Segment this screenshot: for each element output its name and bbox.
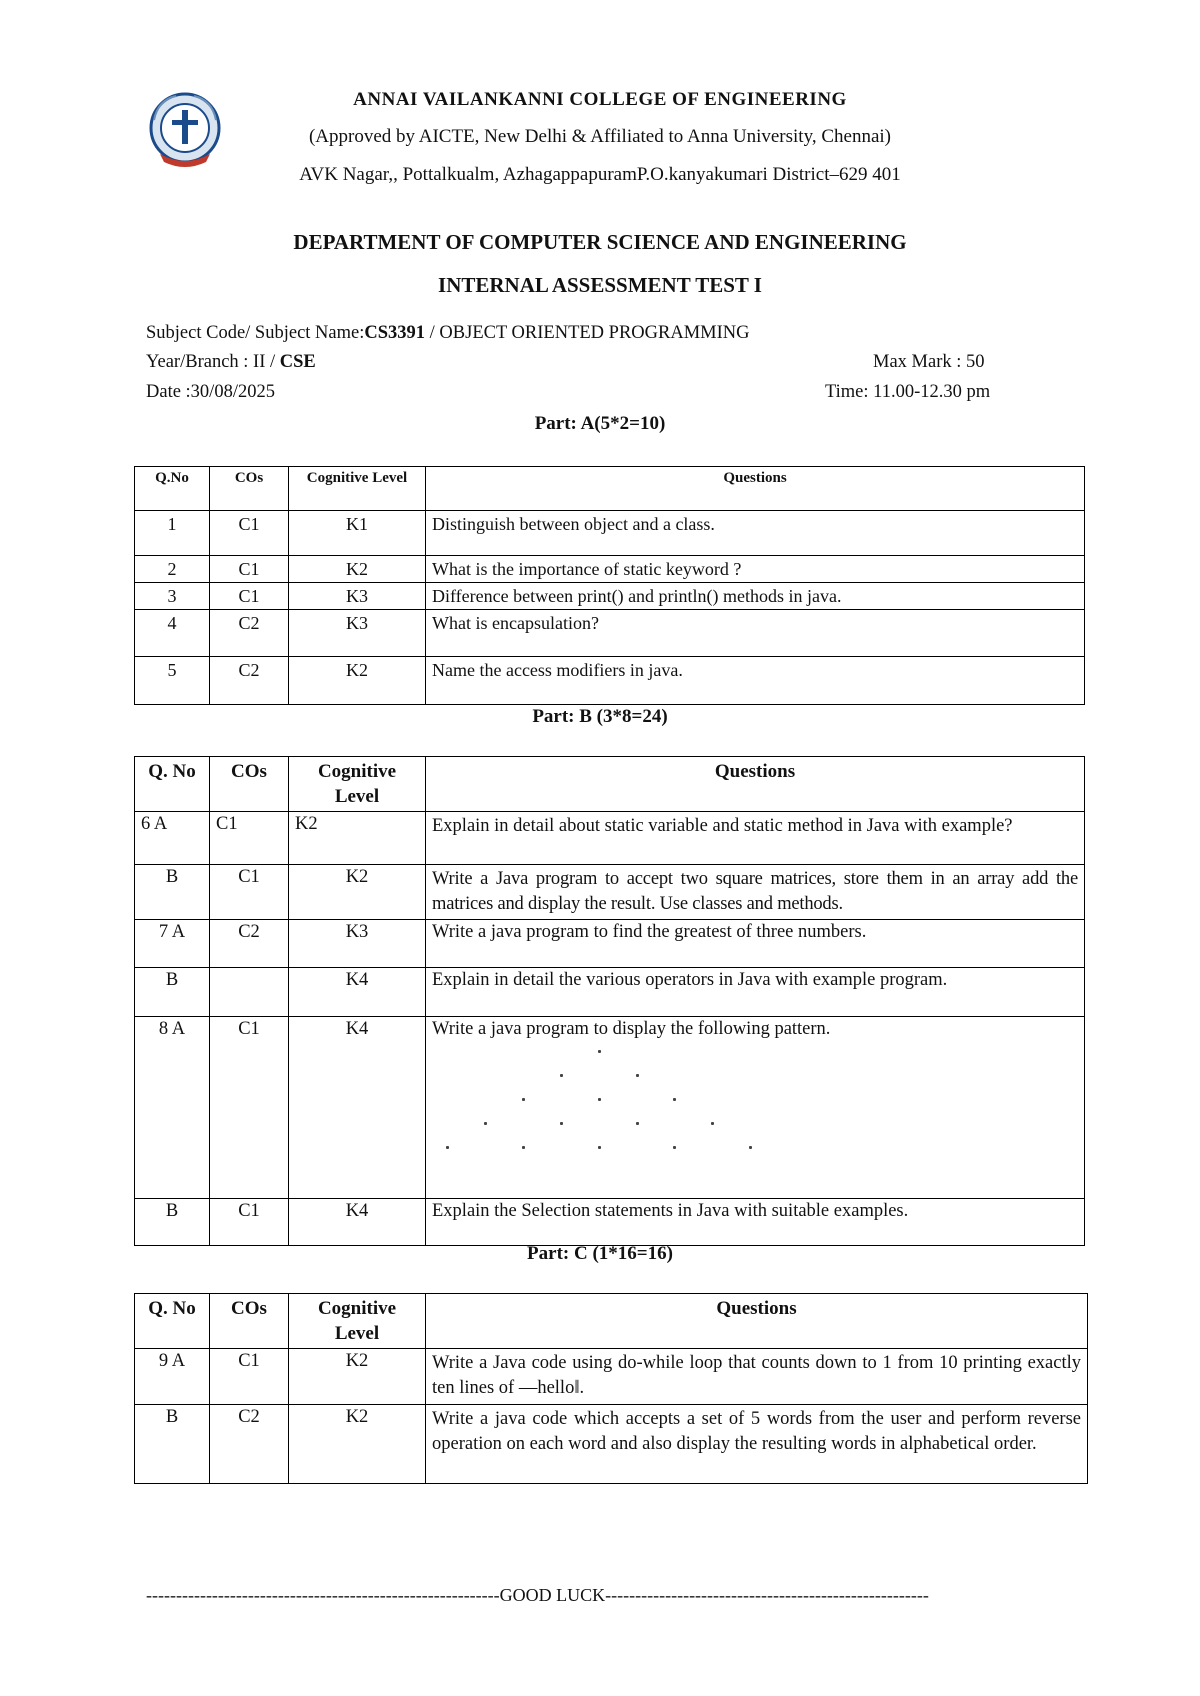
pattern-dot bbox=[673, 1098, 676, 1101]
header-qno: Q. No bbox=[135, 1294, 210, 1349]
course-outcome: C2 bbox=[210, 657, 289, 705]
part-a-title: Part: A(5*2=10) bbox=[534, 413, 666, 434]
course-outcome: C1 bbox=[210, 812, 289, 865]
question-number: B bbox=[135, 968, 210, 1017]
course-outcome: C1 bbox=[210, 865, 289, 920]
pattern-dot bbox=[711, 1122, 714, 1125]
question-number: 8 A bbox=[135, 1017, 210, 1199]
question-text: Name the access modifiers in java. bbox=[426, 657, 1085, 705]
question-text: Write a java program to display the following pattern. bbox=[432, 1019, 831, 1039]
table-row bbox=[135, 920, 1085, 968]
course-outcome: C1 bbox=[210, 511, 289, 556]
course-outcome: C2 bbox=[210, 610, 289, 657]
table-row bbox=[135, 657, 1085, 705]
header-questions: Questions bbox=[426, 467, 1085, 511]
cognitive-level: K3 bbox=[289, 920, 426, 968]
pattern-dot bbox=[598, 1146, 601, 1149]
cognitive-level: K3 bbox=[289, 610, 426, 657]
question-number: B bbox=[135, 1199, 210, 1246]
subject-name: / OBJECT ORIENTED PROGRAMMING bbox=[425, 323, 750, 343]
question-number: B bbox=[135, 865, 210, 920]
cognitive-level: K4 bbox=[289, 1199, 426, 1246]
header-questions: Questions bbox=[426, 757, 1085, 812]
max-mark: Max Mark : 50 bbox=[873, 352, 985, 372]
header-cos: COs bbox=[210, 467, 289, 511]
question-text: Write a Java program to accept two square matrices, store them in an array add the matrices and display the result. Use classes and methods. bbox=[426, 865, 1085, 920]
question-number: B bbox=[135, 1405, 210, 1484]
part-b-table bbox=[134, 756, 1085, 1246]
star-pattern bbox=[432, 1040, 1078, 1168]
question-number: 6 A bbox=[135, 812, 210, 865]
header-cos: COs bbox=[210, 1294, 289, 1349]
cognitive-level: K4 bbox=[289, 968, 426, 1017]
question-number: 5 bbox=[135, 657, 210, 705]
test-title: INTERNAL ASSESSMENT TEST I bbox=[438, 273, 762, 297]
pattern-dot bbox=[522, 1146, 525, 1149]
table-header-row bbox=[135, 757, 1085, 812]
table-row bbox=[135, 511, 1085, 556]
pattern-dot bbox=[598, 1098, 601, 1101]
college-approval: (Approved by AICTE, New Delhi & Affiliated to Anna University, Chennai) bbox=[308, 126, 892, 147]
table-row bbox=[135, 556, 1085, 583]
course-outcome: C1 bbox=[210, 556, 289, 583]
course-outcome: C1 bbox=[210, 1349, 289, 1405]
pattern-dot bbox=[560, 1074, 563, 1077]
department-title: DEPARTMENT OF COMPUTER SCIENCE AND ENGINEERING bbox=[293, 230, 907, 254]
course-outcome: C2 bbox=[210, 1405, 289, 1484]
subject-code: CS3391 bbox=[364, 323, 426, 343]
header-level: Cognitive Level bbox=[289, 1294, 426, 1349]
part-a-table bbox=[134, 466, 1085, 705]
question-text: What is encapsulation? bbox=[426, 610, 1085, 657]
subject-line bbox=[146, 323, 750, 344]
course-outcome: C1 bbox=[210, 1199, 289, 1246]
header-qno: Q.No bbox=[135, 467, 210, 511]
question-number: 2 bbox=[135, 556, 210, 583]
question-text: Difference between print() and println() methods in java. bbox=[426, 583, 1085, 610]
pattern-dot bbox=[673, 1146, 676, 1149]
question-text: Write a Java code using do-while loop that counts down to 1 from 10 printing exactly ten lines of ―hello‖. bbox=[426, 1349, 1088, 1405]
table-row bbox=[135, 610, 1085, 657]
header-qno: Q. No bbox=[135, 757, 210, 812]
question-text: Distinguish between object and a class. bbox=[426, 511, 1085, 556]
cognitive-level: K2 bbox=[289, 865, 426, 920]
pattern-dot bbox=[522, 1098, 525, 1101]
pattern-dot bbox=[636, 1122, 639, 1125]
subject-label: Subject Code/ Subject Name: bbox=[146, 323, 365, 343]
question-number: 1 bbox=[135, 511, 210, 556]
table-row bbox=[135, 1017, 1085, 1199]
table-header-row bbox=[135, 1294, 1088, 1349]
question-number: 4 bbox=[135, 610, 210, 657]
pattern-dot bbox=[598, 1050, 601, 1053]
header-level: Cognitive Level bbox=[289, 757, 426, 812]
question-cell bbox=[426, 1017, 1085, 1199]
cognitive-level: K3 bbox=[289, 583, 426, 610]
exam-time: Time: 11.00-12.30 pm bbox=[825, 382, 991, 402]
table-row bbox=[135, 1199, 1085, 1246]
cognitive-level: K1 bbox=[289, 511, 426, 556]
pattern-dot bbox=[560, 1122, 563, 1125]
question-number: 7 A bbox=[135, 920, 210, 968]
question-text: Write a java code which accepts a set of 5 words from the user and perform reverse operation on each word and also display the resulting words in alphabetical order. bbox=[426, 1405, 1088, 1484]
table-row bbox=[135, 968, 1085, 1017]
cognitive-level: K2 bbox=[289, 556, 426, 583]
exam-date: Date :30/08/2025 bbox=[146, 382, 275, 402]
pattern-dot bbox=[636, 1074, 639, 1077]
course-outcome: C1 bbox=[210, 1017, 289, 1199]
part-b-title: Part: B (3*8=24) bbox=[532, 706, 668, 727]
branch-line bbox=[146, 352, 316, 373]
question-number: 3 bbox=[135, 583, 210, 610]
cognitive-level: K2 bbox=[289, 1349, 426, 1405]
header-cos: COs bbox=[210, 757, 289, 812]
cognitive-level: K2 bbox=[289, 657, 426, 705]
course-outcome bbox=[210, 968, 289, 1017]
question-text: Explain in detail about static variable and static method in Java with example? bbox=[426, 812, 1085, 865]
header-level: Cognitive Level bbox=[289, 467, 426, 511]
table-row bbox=[135, 812, 1085, 865]
footer-good-luck: -----------------------------------------------------------GOOD LUCK------------------------------------------------------ bbox=[146, 1585, 929, 1605]
course-outcome: C2 bbox=[210, 920, 289, 968]
pattern-dot bbox=[749, 1146, 752, 1149]
question-text: Explain the Selection statements in Java with suitable examples. bbox=[426, 1199, 1085, 1246]
part-c-table bbox=[134, 1293, 1088, 1484]
table-row bbox=[135, 583, 1085, 610]
cognitive-level: K4 bbox=[289, 1017, 426, 1199]
pattern-dot bbox=[446, 1146, 449, 1149]
table-row bbox=[135, 865, 1085, 920]
cognitive-level: K2 bbox=[289, 812, 426, 865]
cognitive-level: K2 bbox=[289, 1405, 426, 1484]
table-row bbox=[135, 1405, 1088, 1484]
question-text: What is the importance of static keyword ? bbox=[426, 556, 1085, 583]
pattern-dot bbox=[484, 1122, 487, 1125]
branch-label: Year/Branch : II / bbox=[146, 352, 276, 372]
college-address: AVK Nagar,, Pottalkualm, AzhagappapuramP.O.kanyakumari District–629 401 bbox=[299, 164, 901, 185]
college-name: ANNAI VAILANKANNI COLLEGE OF ENGINEERING bbox=[353, 89, 847, 110]
table-row bbox=[135, 1349, 1088, 1405]
course-outcome: C1 bbox=[210, 583, 289, 610]
question-text: Write a java program to find the greatest of three numbers. bbox=[426, 920, 1085, 968]
part-c-title: Part: C (1*16=16) bbox=[527, 1243, 673, 1264]
question-text: Explain in detail the various operators in Java with example program. bbox=[426, 968, 1085, 1017]
table-header-row bbox=[135, 467, 1085, 511]
question-number: 9 A bbox=[135, 1349, 210, 1405]
header-questions: Questions bbox=[426, 1294, 1088, 1349]
branch-value: CSE bbox=[275, 352, 316, 372]
